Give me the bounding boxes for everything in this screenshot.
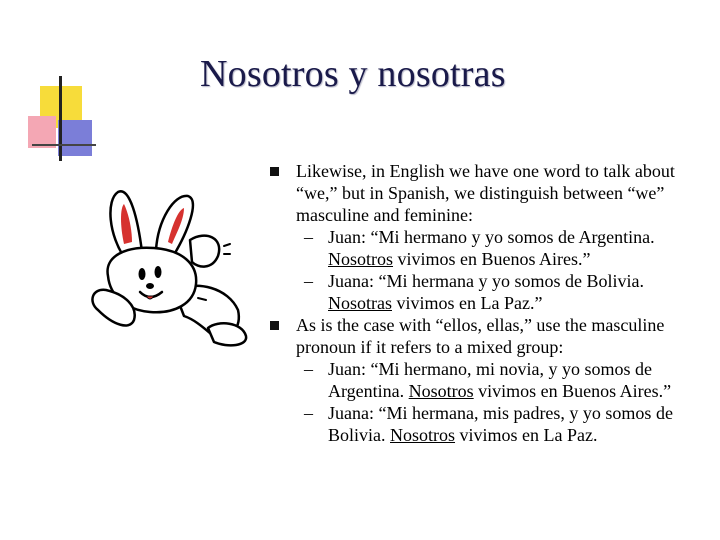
sub-bullet-item bbox=[268, 226, 708, 270]
sub-bullet-text: vivimos en Buenos Aires.” bbox=[393, 249, 591, 269]
slide-title: Nosotros y nosotras bbox=[200, 53, 506, 95]
dash-marker: – bbox=[304, 227, 313, 247]
dash-marker: – bbox=[304, 359, 313, 379]
rabbit-icon bbox=[78, 180, 258, 350]
logo-vertical-line bbox=[59, 76, 62, 161]
bullet-text: Likewise, in English we have one word to talk about “we,” but in Spanish, we distinguish between “we” masculine and feminine: bbox=[296, 161, 675, 225]
underlined-pronoun: Nosotros bbox=[390, 425, 456, 445]
bullet-item bbox=[268, 314, 708, 358]
underlined-pronoun: Nosotros bbox=[408, 381, 474, 401]
square-bullet-icon bbox=[270, 167, 279, 176]
bullet-text: As is the case with “ellos, ellas,” use the masculine pronoun if it refers to a mixed group: bbox=[296, 315, 665, 357]
block-logo bbox=[28, 76, 108, 166]
sub-bullet-item bbox=[268, 402, 708, 446]
logo-horizontal-line bbox=[32, 144, 96, 146]
bullet-item bbox=[268, 160, 708, 226]
sub-bullet-text: vivimos en La Paz. bbox=[455, 425, 598, 445]
underlined-pronoun: Nosotras bbox=[328, 293, 392, 313]
sub-bullet-text: Juan: “Mi hermano y yo somos de Argentina. bbox=[328, 227, 655, 247]
sub-bullet-text: vivimos en La Paz.” bbox=[392, 293, 543, 313]
bullet-list bbox=[268, 160, 708, 446]
dash-marker: – bbox=[304, 403, 313, 423]
underlined-pronoun: Nosotros bbox=[328, 249, 394, 269]
square-bullet-icon bbox=[270, 321, 279, 330]
sub-bullet-text: Juana: “Mi hermana y yo somos de Bolivia. bbox=[328, 271, 644, 291]
dash-marker: – bbox=[304, 271, 313, 291]
sub-bullet-item bbox=[268, 358, 708, 402]
sub-bullet-item bbox=[268, 270, 708, 314]
sub-bullet-text: Juana: “Mi hermana, mis padres, y yo somos de Bolivia. bbox=[328, 403, 673, 445]
sub-bullet-text: Juan: “Mi hermano, mi novia, y yo somos de Argentina. bbox=[328, 359, 652, 401]
logo-blue-square bbox=[58, 120, 92, 156]
sub-bullet-text: vivimos en Buenos Aires.” bbox=[473, 381, 672, 401]
